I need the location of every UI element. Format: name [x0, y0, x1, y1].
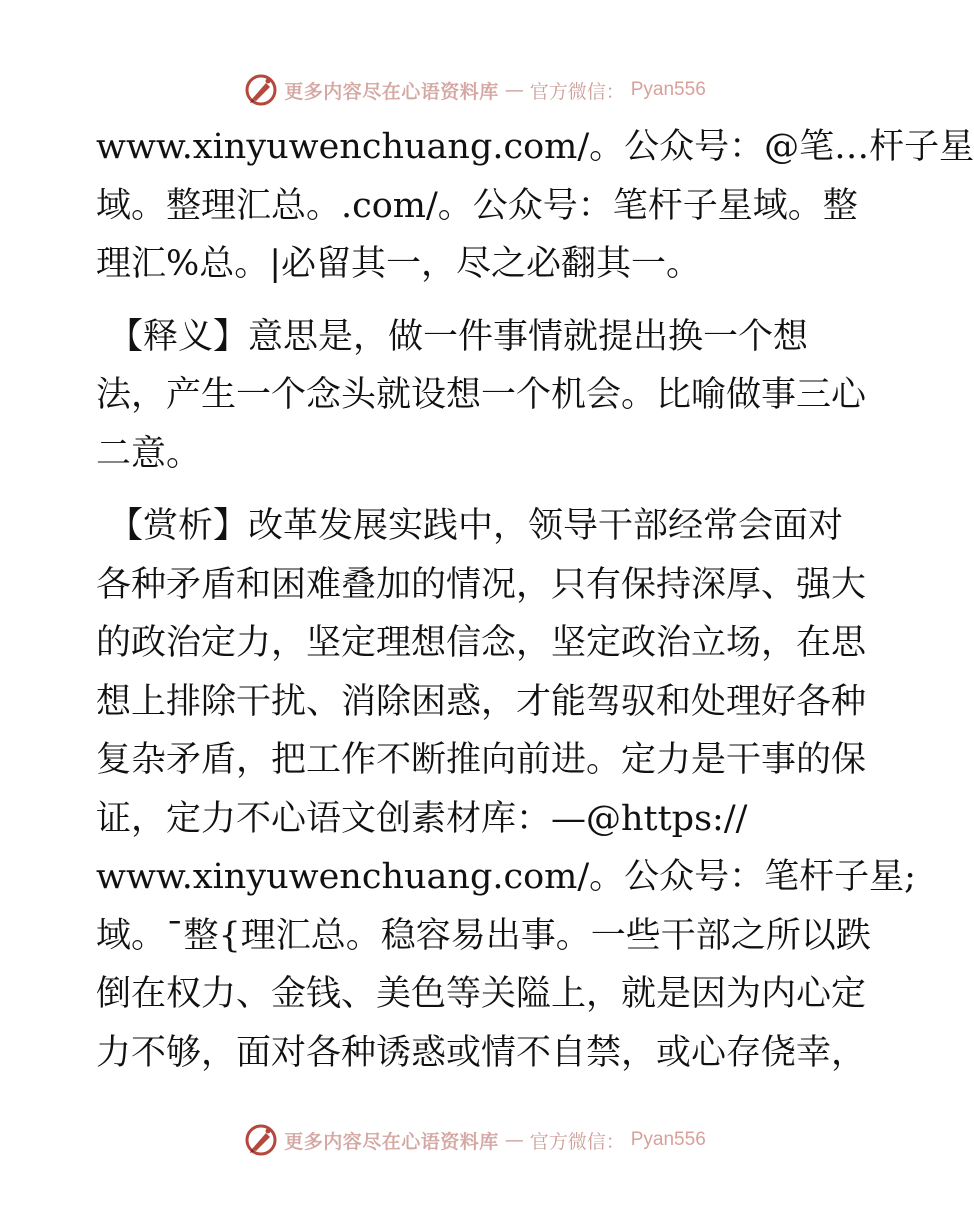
pen-logo-icon	[244, 73, 278, 107]
text-line: 法，产生一个念头就设想一个机会。比喻做事三心	[96, 375, 867, 415]
text-line: 的政治定力，坚定理想信念，坚定政治立场，在思	[96, 623, 867, 663]
header-wechat-id: Pyan556	[630, 79, 706, 100]
footer-banner-text: 更多内容尽在心语资料库	[284, 1130, 499, 1153]
header-banner-text: 更多内容尽在心语资料库	[284, 80, 499, 103]
text-line: 【赏析】改革发展实践中，领导干部经常会面对	[108, 506, 844, 546]
pen-logo-icon	[244, 1123, 278, 1157]
text-line: 二意。	[96, 433, 202, 474]
footer-banner-separator: —	[504, 1129, 524, 1151]
text-line: www.xinyuwenchuang.com/。公众号：@笔…杆子星	[96, 127, 974, 167]
header-wechat-label: 官方微信：	[529, 80, 625, 103]
text-line: 复杂矛盾，把工作不断推向前进。定力是干事的保	[96, 740, 867, 780]
text-line: 想上排除干扰、消除困惑，才能驾驭和处理好各种	[96, 681, 867, 722]
header-banner	[0, 70, 950, 110]
footer-wechat-id: Pyan556	[630, 1129, 706, 1150]
text-line: www.xinyuwenchuang.com/。公众号：笔杆子星;	[96, 857, 916, 897]
document-body	[96, 118, 974, 1082]
text-line: 力不够，面对各种诱惑或情不自禁，或心存侥幸，	[96, 1032, 867, 1073]
footer-banner	[0, 1120, 950, 1160]
text-line: 证，定力不心语文创素材库：—@https://	[96, 798, 748, 839]
header-banner-separator: —	[504, 79, 524, 101]
paragraph-1	[96, 118, 974, 294]
text-line: 【释义】意思是，做一件事情就提出换一个想	[108, 316, 809, 357]
text-line: 域。¯整{理汇总。稳容易出事。一些干部之所以跌	[96, 915, 871, 956]
text-line: 各种矛盾和困难叠加的情况，只有保持深厚、强大	[96, 564, 867, 605]
footer-wechat-label: 官方微信：	[529, 1130, 625, 1153]
paragraph-2-definition	[96, 308, 867, 484]
text-line: 域。整理汇总。.com/。公众号：笔杆子星域。整	[96, 185, 858, 226]
text-line: 倒在权力、金钱、美色等关隘上，就是因为内心定	[96, 974, 867, 1014]
paragraph-3-analysis	[96, 497, 916, 1082]
text-line: 理汇%总。|必留其一，尽之必翻其一。	[96, 244, 702, 284]
